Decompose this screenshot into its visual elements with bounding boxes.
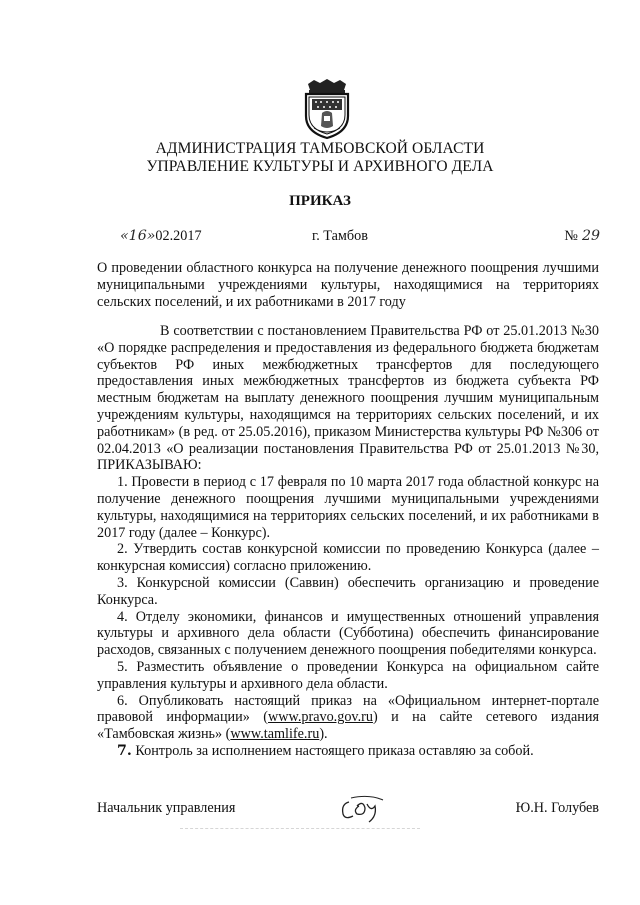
signature-block	[97, 800, 599, 830]
document-meta-line	[120, 228, 600, 246]
order-item-4: 4. Отделу экономики, финансов и имущественных отношений управления культуры и архивного дела области (Субботина) обеспечить финансирование расходов, связанных с получением денежного поощрения победителями конкурса.	[97, 608, 599, 659]
order-item-2: 2. Утвердить состав конкурсной комиссии по проведению Конкурса (далее – конкурсная комиссия) согласно приложению.	[97, 541, 599, 575]
order-item-1: 1. Провести в период с 17 февраля по 10 марта 2017 года областной конкурс на получение денежного поощрения лучшими муниципальными учреждениями культуры, находящимися на территориях сельских поселений, и их работниками в 2017 году (далее – Конкурс).	[97, 474, 599, 541]
tamlife-link[interactable]: www.tamlife.ru	[230, 726, 320, 743]
number-handwritten: 29	[581, 228, 600, 244]
order-item-6-text-c: ).	[319, 726, 328, 743]
preamble-paragraph: В соответствии с постановлением Правительства РФ от 25.01.2013 №30 «О порядке распределения и предоставления из федерального бюджета бюджетам субъектов РФ иных межбюджетных трансфертов для последующего предоставления иных межбюджетных трансфертов из бюджета субъекта РФ местным бюджетам на выплату денежного поощрения лучшим муниципальным учреждениям культуры, находящимся на территориях сельских поселений, и их работникам» (в ред. от 25.05.2016), приказом Министерства культуры РФ №306 от 02.04.2013 «О реализации постановления Правительства РФ от 25.01.2013 №30, ПРИКАЗЫВАЮ:	[97, 323, 599, 474]
order-item-7-text: Контроль за исполнением настоящего приказа оставляю за собой.	[131, 742, 534, 759]
order-item-6-text-b: ) и на сайте сетевого издания «Тамбовская жизнь» (	[97, 709, 599, 743]
order-item-3: 3. Конкурсной комиссии (Саввин) обеспечить организацию и проведение Конкурса.	[97, 574, 599, 608]
department-name: УПРАВЛЕНИЕ КУЛЬТУРЫ И АРХИВНОГО ДЕЛА	[146, 158, 494, 175]
order-item-7	[97, 743, 599, 760]
document-date	[120, 228, 202, 245]
number-prefix: №	[564, 228, 578, 244]
pravo-link[interactable]: www.pravo.gov.ru	[268, 709, 373, 726]
document-number	[564, 228, 600, 245]
signature-icon	[335, 792, 395, 824]
organization-name: АДМИНИСТРАЦИЯ ТАМБОВСКОЙ ОБЛАСТИ	[155, 140, 485, 157]
document-body	[97, 323, 599, 760]
order-item-6-text-a: 6. Опубликовать настоящий приказ на «Официальном интернет-портале правовой информации» (	[97, 692, 599, 726]
order-item-7-number: 7.	[117, 742, 132, 759]
signatory-role: Начальник управления	[97, 800, 236, 816]
signatory-name: Ю.Н. Голубев	[515, 800, 599, 816]
date-printed: 02.2017	[155, 228, 202, 244]
document-title: ПРИКАЗ	[289, 193, 351, 209]
document-city: г. Тамбов	[312, 228, 368, 244]
order-item-5: 5. Разместить объявление о проведении Конкурса на официальном сайте управления культуры и архивного дела области.	[97, 658, 599, 692]
coat-of-arms-icon	[300, 78, 354, 140]
order-item-6	[97, 693, 599, 743]
scan-artifact-line	[180, 828, 420, 829]
date-handwritten: «16»	[120, 228, 156, 244]
document-subject: О проведении областного конкурса на получение денежного поощрения лучшими муниципальными учреждениями культуры, находящимися на территориях сельских поселений, и их работниками в 2017 году	[97, 260, 599, 310]
